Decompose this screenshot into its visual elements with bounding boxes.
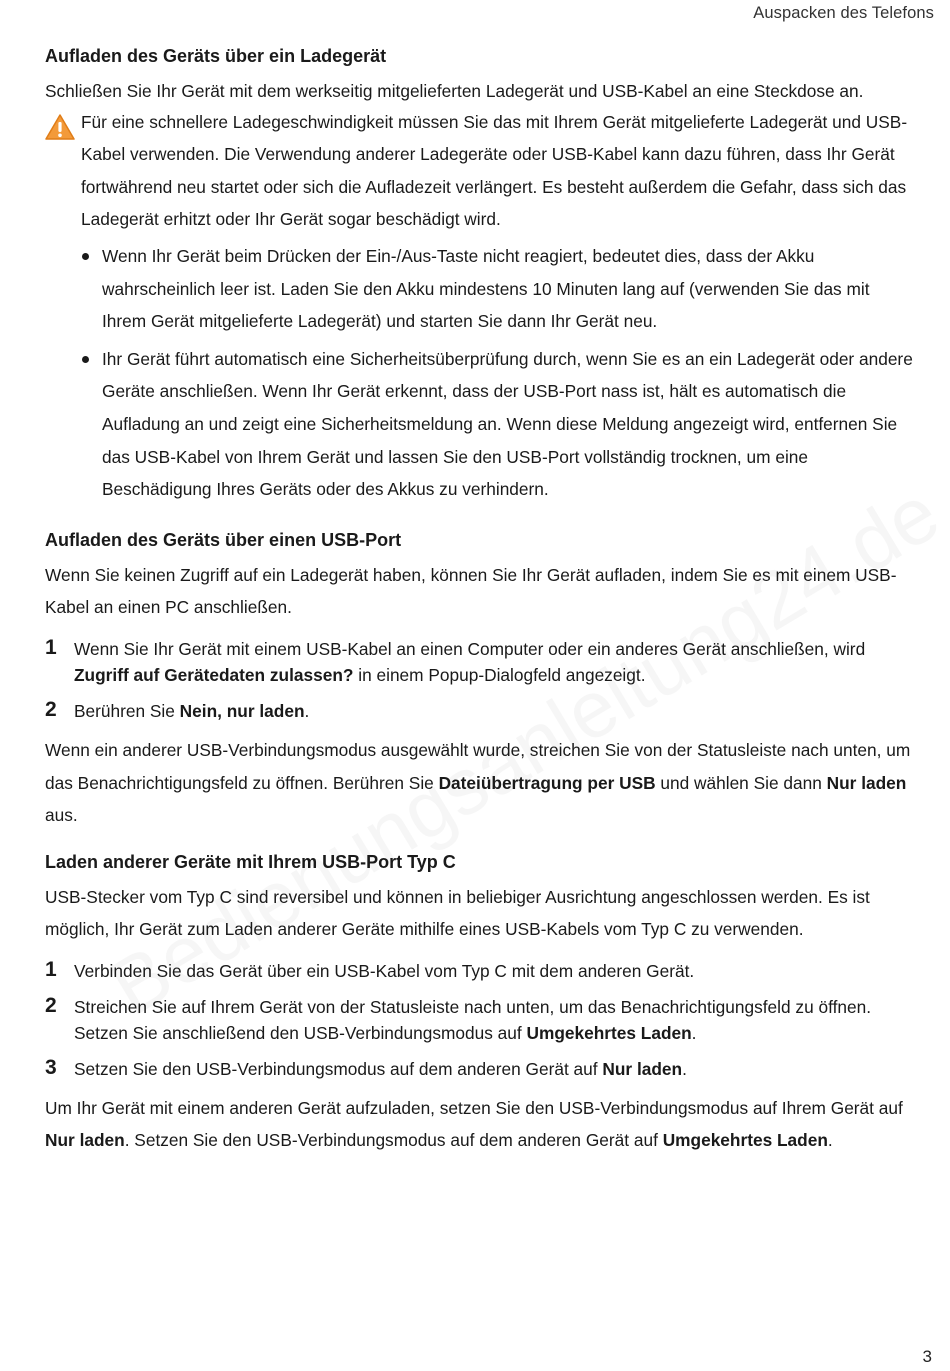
step-text: Berühren Sie (74, 700, 180, 721)
step-item (45, 636, 917, 688)
bold-term: Nur laden (45, 1130, 125, 1151)
step-item (45, 958, 917, 984)
list-item (81, 343, 917, 506)
list-item (81, 240, 917, 338)
paragraph-type-c-intro: USB-Stecker vom Typ C sind reversibel und können in beliebiger Ausrichtung angeschlossen werden. Es ist möglich, Ihr Gerät zum Laden anderer Geräte mithilfe eines USB-Kabels vom Typ C zu verwenden. (45, 886, 870, 940)
step-text: . (682, 1058, 687, 1079)
bullet-icon (82, 253, 89, 260)
bold-term: Nur laden (826, 772, 907, 793)
text-run: Wenn ein anderer USB-Verbindungsmodus ausgewählt wurde, streichen Sie von der Statusleiste nach unten, um das Benachrichtigungsfeld zu öffnen. Berühren Sie (45, 739, 911, 793)
step-number: 2 (45, 993, 57, 1017)
text-run: Um Ihr Gerät mit einem anderen Gerät aufzuladen, setzen Sie den USB-Verbindungsmodus auf Ihrem Gerät auf (45, 1097, 903, 1118)
section-heading-type-c: Laden anderer Geräte mit Ihrem USB-Port Typ C (45, 851, 456, 872)
step-text: Setzen Sie den USB-Verbindungsmodus auf dem anderen Gerät auf (74, 1058, 603, 1079)
step-text: Verbinden Sie das Gerät über ein USB-Kabel vom Typ C mit dem anderen Gerät. (74, 960, 695, 981)
bold-term: Dateiübertragung per USB (438, 772, 656, 793)
step-text: . (304, 700, 310, 721)
step-bold-term: Nur laden (602, 1058, 683, 1079)
text-run: aus. (45, 805, 78, 826)
warning-note (45, 106, 917, 236)
text-run: . (827, 1130, 833, 1151)
step-bold-term: Zugriff auf Gerätedaten zulassen? (74, 664, 354, 685)
paragraph-usb-port-outro (45, 734, 917, 832)
steps-usb-port (45, 636, 917, 724)
bold-term: Umgekehrtes Laden (662, 1130, 828, 1151)
section-heading-usb-port: Aufladen des Geräts über einen USB-Port (45, 529, 402, 550)
bullet-icon (82, 356, 89, 363)
text-run: und wählen Sie dann (655, 772, 827, 793)
page-number: 3 (922, 1347, 932, 1366)
step-item (45, 994, 917, 1046)
page-content (45, 42, 917, 1157)
paragraph-type-c-outro (45, 1092, 917, 1157)
paragraph-charger-intro: Schließen Sie Ihr Gerät mit dem werkseitig mitgelieferten Ladegerät und USB-Kabel an eine Steckdose an. (45, 81, 864, 101)
bullet-text: Ihr Gerät führt automatisch eine Sicherheitsüberprüfung durch, wenn Sie es an ein Ladegerät oder andere Geräte anschließen. Wenn Ihr Gerät erkennt, dass der USB-Port nass ist, hält es automatisch die Aufladung an und zeigt eine Sicherheitsmeldung an. Wenn diese Meldung angezeigt wird, entfernen Sie das USB-Kabel von Ihrem Gerät und lassen Sie den USB-Port vollständig trocknen, um eine Beschädigung Ihres Geräts oder des Akkus zu verhindern. (102, 348, 913, 500)
step-bold-term: Nein, nur laden (179, 700, 305, 721)
warning-triangle-icon (45, 114, 75, 140)
step-number: 1 (45, 957, 57, 981)
step-bold-term: Umgekehrtes Laden (526, 1022, 692, 1043)
step-text: . (691, 1022, 697, 1043)
step-number: 1 (45, 635, 57, 659)
text-run: . Setzen Sie den USB-Verbindungsmodus auf dem anderen Gerät auf (124, 1130, 663, 1151)
step-text: Wenn Sie Ihr Gerät mit einem USB-Kabel an einen Computer oder ein anderes Gerät anschließen, wird (74, 638, 866, 659)
running-header: Auspacken des Telefons (753, 4, 934, 22)
step-item (45, 1056, 917, 1082)
section-heading-charger: Aufladen des Geräts über ein Ladegerät (45, 46, 387, 66)
step-text: Streichen Sie auf Ihrem Gerät von der Statusleiste nach unten, um das Benachrichtigungsfeld zu öffnen. Setzen Sie anschließend den USB-Verbindungsmodus auf (74, 996, 872, 1043)
step-item (45, 698, 917, 724)
step-text: in einem Popup-Dialogfeld angezeigt. (353, 664, 646, 685)
step-number: 2 (45, 697, 57, 721)
paragraph-usb-port-intro: Wenn Sie keinen Zugriff auf ein Ladegerät haben, können Sie Ihr Gerät aufladen, indem Sie es mit einem USB-Kabel an einen PC anschließen. (45, 564, 897, 618)
warning-text: Für eine schnellere Ladegeschwindigkeit müssen Sie das mit Ihrem Gerät mitgelieferte Ladegerät und USB-Kabel verwenden. Die Verwendung anderer Ladegeräte oder USB-Kabel kann dazu führen, dass Ihr Gerät fortwährend neu startet oder sich die Aufladezeit verlängert. Es besteht außerdem die Gefahr, dass sich das Ladegerät erhitzt oder Ihr Gerät sogar beschädigt wird. (81, 111, 908, 230)
steps-type-c (45, 958, 917, 1082)
warning-bullet-list (45, 240, 917, 506)
bullet-text: Wenn Ihr Gerät beim Drücken der Ein-/Aus-Taste nicht reagiert, bedeutet dies, dass der Akku wahrscheinlich leer ist. Laden Sie den Akku mindestens 10 Minuten lang auf (verwenden Sie das mit Ihrem Gerät mitgelieferte Ladegerät) und starten Sie dann Ihr Gerät neu. (102, 245, 870, 332)
step-number: 3 (45, 1055, 57, 1079)
